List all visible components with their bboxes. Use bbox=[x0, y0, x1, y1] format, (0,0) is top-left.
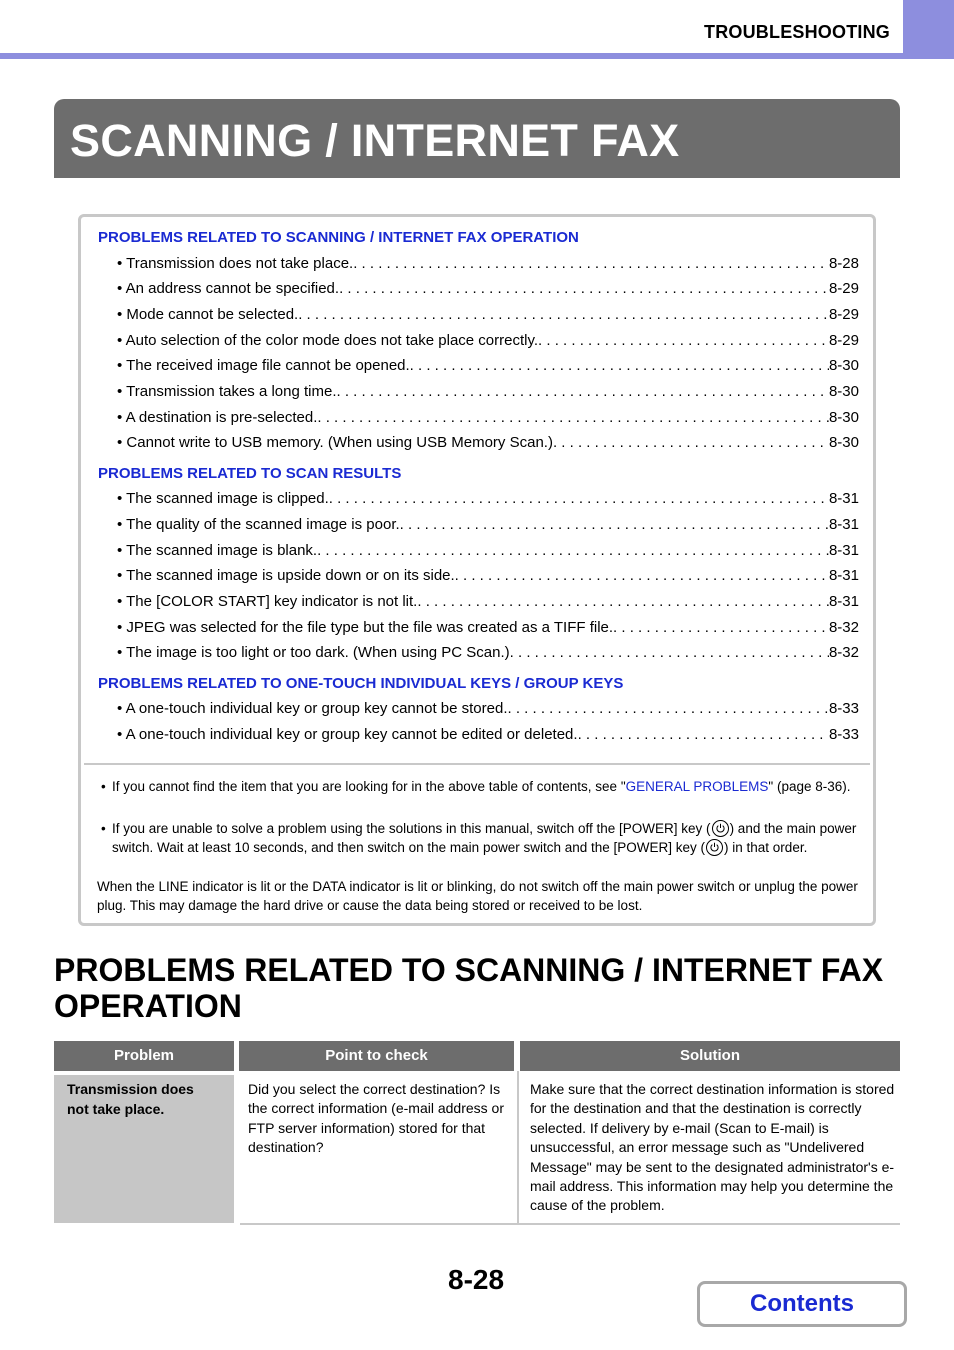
contents-button[interactable]: Contents bbox=[697, 1281, 907, 1327]
section-title: PROBLEMS RELATED TO SCANNING / INTERNET FAX OPERATION bbox=[54, 952, 884, 1024]
note-see-general-problems: If you cannot find the item that you are looking for in the above table of contents, see "GENERAL PROBLEMS" (page 8-36). bbox=[112, 779, 851, 794]
page-number: 8-28 bbox=[448, 1264, 505, 1295]
solution-text: Make sure that the correct destination information is stored for the destination and that the destination is correctly selected. If delivery by e-mail (Scan to E-mail) is unsuccessful, an error message such as "Undelivered Message" may be sent to the designated administrator's e-mail address. This information may help you determine the cause of the problem. bbox=[530, 1081, 895, 1214]
toc-box: PROBLEMS RELATED TO SCANNING / INTERNET FAX OPERATION • Transmission does not take place. . . . 8-28 • An address cannot be specified. . . . 8-29 • Mode cannot be selected. . . . 8-29 • Auto selection of the color mode does not take place correctly. . . . 8-29 • The received image file cannot be opened. . . . 8-30 • Transmission takes a long time. . . . 8-30 • A destination is pre-selected. . . . 8-30 • Cannot write to USB memory. (When using USB Memory Scan.) . . . 8-30 PROBLEMS RELATED TO SCAN RESULTS • The scanned image is clipped. . . . 8-31 • The quality of the scanned image is poor. . . . 8-31 • The scanned image is blank. . . . 8-31 • The scanned image is upside down or on its side. . . . 8-31 • The [COLOR START] key indicator is not lit. . . . 8-31 • JPEG was selected for the file type but the file was created as a TIFF file. . . . 8-32 • The image is too light or too dark. (When using PC Scan.) . . . 8-32 PROBLEMS RELATED TO ONE-TOUCH INDIVIDUAL KEYS / GROUP KEYS • A one-touch individual key or group key cannot be stored. . . . 8-33 • A one-touch individual key or group key cannot be edited or deleted. . . . 8-33 • If you cannot find the item that you are looking for in the above table of contents, see "GENERAL PROBLEMS" (page 8-36). • If you are unable to solve a problem using the solutions in this manual, switch off the [POWER] key ( ) and the main power switch. Wait at least 10 seconds, and then switch on the main power switch and the [POWER] key ( ) in that order. When the LINE indicator is lit or the DATA indicator is lit or blinking, do not switch off the main power switch or unplug the power plug. This may damage the hard drive or cause the data being stored or received to be lost. bbox=[78, 214, 876, 926]
toc-item[interactable]: • The scanned image is blank. . . . 8-31 bbox=[117, 542, 859, 559]
toc-divider bbox=[84, 763, 870, 765]
toc-item[interactable]: • Cannot write to USB memory. (When using USB Memory Scan.) . . . 8-30 bbox=[117, 434, 859, 451]
note-power-off: If you are unable to solve a problem using the solutions in this manual, switch off the [POWER] key ( ) and the main power switch. Wait at least 10 seconds, and then switch on the main power switch and the [POWER] key ( ) in that order. bbox=[112, 821, 857, 855]
col-header-solution: Solution bbox=[520, 1041, 900, 1071]
toc-heading-link[interactable]: PROBLEMS RELATED TO SCANNING / INTERNET FAX OPERATION bbox=[98, 229, 579, 246]
toc-item[interactable]: • Transmission does not take place. . . . 8-28 bbox=[117, 255, 859, 272]
toc-item[interactable]: • The image is too light or too dark. (When using PC Scan.) . . . 8-32 bbox=[117, 644, 859, 661]
toc-item[interactable]: • The quality of the scanned image is poor. . . . 8-31 bbox=[117, 516, 859, 533]
col-header-point: Point to check bbox=[239, 1041, 514, 1071]
row-divider bbox=[240, 1223, 900, 1225]
toc-item[interactable]: • Auto selection of the color mode does not take place correctly. . . . 8-29 bbox=[117, 332, 859, 349]
toc-item[interactable]: • Mode cannot be selected. . . . 8-29 bbox=[117, 306, 859, 323]
toc-item[interactable]: • A one-touch individual key or group key cannot be edited or deleted. . . . 8-33 bbox=[117, 726, 859, 743]
col-header-problem: Problem bbox=[54, 1041, 234, 1071]
toc-item[interactable]: • The scanned image is upside down or on its side. . . . 8-31 bbox=[117, 567, 859, 584]
problem-text: Transmission does not take place. bbox=[67, 1081, 194, 1117]
toc-item[interactable]: • JPEG was selected for the file type but the file was created as a TIFF file. . . . 8-32 bbox=[117, 619, 859, 636]
toc-item[interactable]: • The scanned image is clipped. . . . 8-31 bbox=[117, 490, 859, 507]
general-problems-link[interactable]: GENERAL PROBLEMS bbox=[625, 779, 769, 794]
toc-item[interactable]: • The received image file cannot be opened. . . . 8-30 bbox=[117, 357, 859, 374]
power-warning: When the LINE indicator is lit or the DATA indicator is lit or blinking, do not switch off the main power switch or unplug the power plug. This may damage the hard drive or cause the data being stored or received to be lost. bbox=[97, 879, 858, 913]
toc-heading-link[interactable]: PROBLEMS RELATED TO ONE-TOUCH INDIVIDUAL KEYS / GROUP KEYS bbox=[98, 675, 624, 692]
table-row-problem-cell bbox=[54, 1075, 234, 1223]
toc-item[interactable]: • The [COLOR START] key indicator is not lit. . . . 8-31 bbox=[117, 593, 859, 610]
toc-item[interactable]: • An address cannot be specified. . . . 8-29 bbox=[117, 280, 859, 297]
header-rule bbox=[0, 53, 954, 59]
toc-item[interactable]: • A destination is pre-selected. . . . 8-30 bbox=[117, 409, 859, 426]
header-section-title: TROUBLESHOOTING bbox=[704, 22, 890, 42]
chapter-banner bbox=[54, 99, 900, 178]
toc-item[interactable]: • A one-touch individual key or group key cannot be stored. . . . 8-33 bbox=[117, 700, 859, 717]
header-tab bbox=[903, 0, 954, 59]
toc-heading-link[interactable]: PROBLEMS RELATED TO SCAN RESULTS bbox=[98, 465, 402, 482]
chapter-title: SCANNING / INTERNET FAX bbox=[70, 115, 680, 166]
power-icon bbox=[712, 820, 729, 837]
point-to-check-text: Did you select the correct destination? Is the correct information (e-mail address or FTP server information) stored for that destination? bbox=[248, 1081, 504, 1156]
column-separator bbox=[517, 1071, 519, 1225]
power-icon bbox=[706, 839, 723, 856]
toc-item[interactable]: • Transmission takes a long time. . . . 8-30 bbox=[117, 383, 859, 400]
